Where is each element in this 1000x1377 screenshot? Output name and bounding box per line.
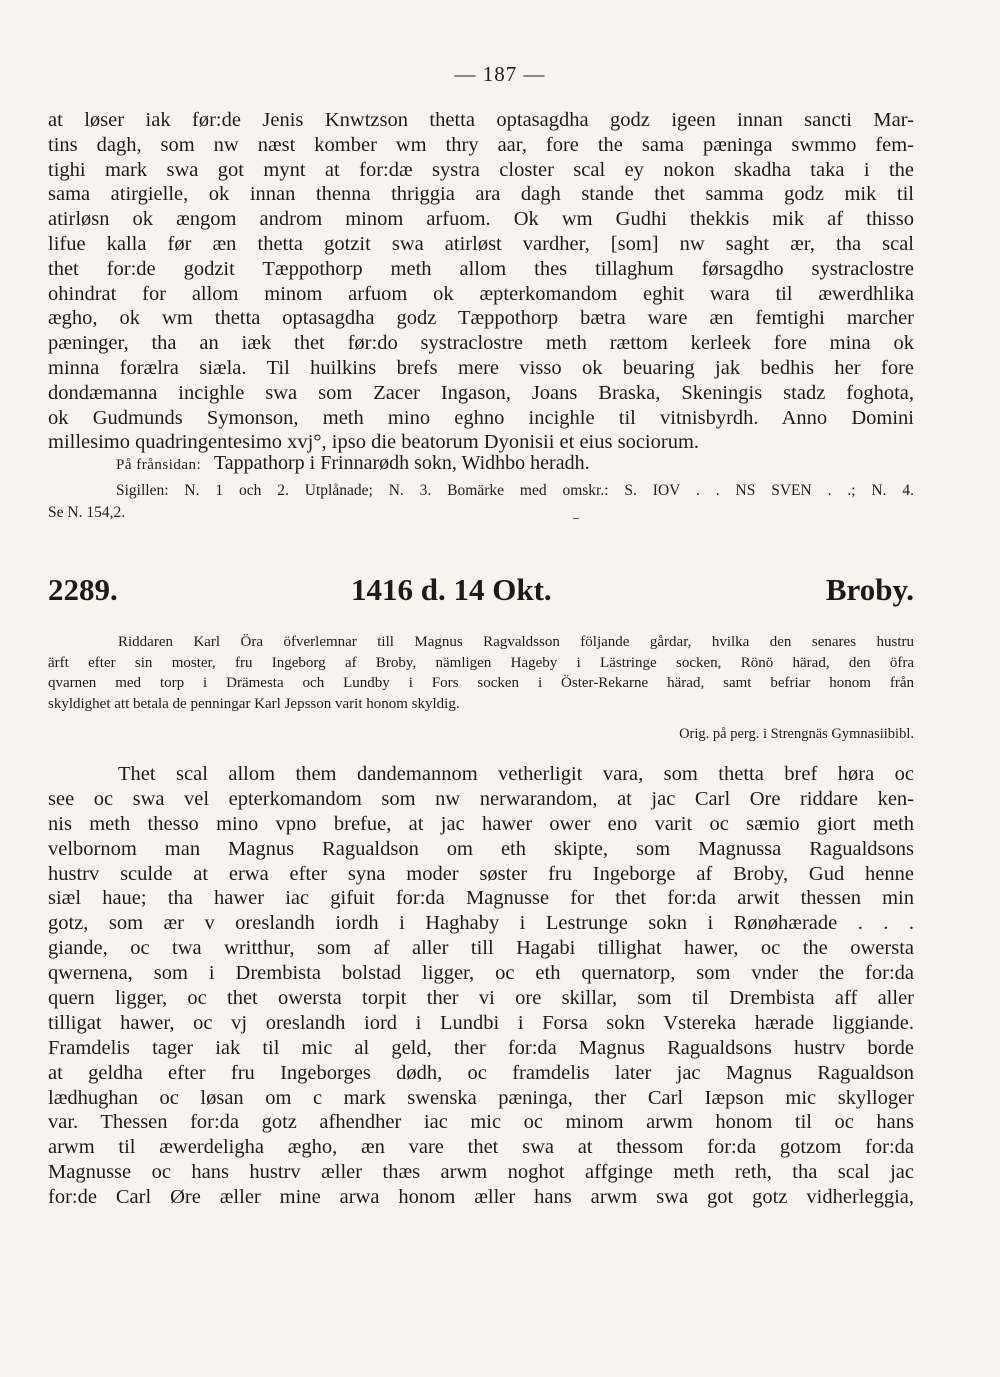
text-line: sama atirgielle, ok innan thenna thriggia ara dagh stande thet samma godz mik til — [48, 183, 914, 206]
text-line: hustrv sculde at erwa efter syna moder søster fru Ingeborge af Broby, Gud henne — [48, 862, 914, 885]
document-number: 2289. — [48, 572, 118, 607]
text-line: minna forælra siæla. Til huilkins brefs mere visso ok beuaring jak bedhis her fore — [48, 356, 914, 379]
text-line: tins dagh, som nw næst komber wm thry aar, fore the sama pæninga swmmo fem- — [48, 133, 914, 156]
text-line: var. Thessen for:da gotz afhendher iac mic oc minom arwm honom til oc hans — [48, 1111, 914, 1134]
document-heading — [48, 572, 914, 612]
summary-line: qvarnen med torp i Drämesta och Lundby i Fors socken i Öster-Rekarne härad, samt befriar honom från — [48, 675, 914, 691]
summary-line: skyldighet att betala de penningar Karl Jepsson varit honom skyldig. — [48, 695, 460, 712]
text-line: Magnusse oc hans hustrv æller thæs arwm noghot affginge meth reth, tha scal jac — [48, 1161, 914, 1184]
text-line: tighi mark swa got mynt at for:dæ systra closter scal ey nokon skadha taka i the — [48, 158, 914, 181]
text-line: giande, oc twa writthur, som af aller till Hagabi tillighat hawer, oc the owersta — [48, 937, 914, 960]
text-line: pæninger, tha an iæk thet før:do systraclostre meth rættom kerleek fore mina ok — [48, 332, 914, 355]
document-place: Broby. — [825, 572, 914, 607]
seal-note-reference: Se N. 154,2. — [48, 504, 126, 521]
text-line: Framdelis tager iak til mic al geld, ther for:da Magnus Ragualdsons hustrv borde — [48, 1036, 914, 1059]
text-line: tilligat hawer, oc vj oreslandh iord i Lundbi i Forsa sokn Vstereka hærade liggiande. — [48, 1011, 914, 1034]
text-line: siæl haue; tha hawer iac gifuit for:da Magnusse for thet for:da arwit thessen min — [48, 887, 914, 910]
text-line: dondæmanna incighle swa som Zacer Ingason, Joans Braska, Skeningis stadz foghota, — [48, 381, 914, 404]
document-date: 1416 d. 14 Okt. — [351, 572, 552, 607]
source-note — [116, 452, 590, 475]
text-line: ohindrat for allom minom arfuom ok æpterkomandom eghit wara til æwerdhlika — [48, 282, 914, 305]
text-line: gotz, som ær v oreslandh iordh i Haghaby i Lestrunge sokn i Rønøhærade . . . — [48, 912, 914, 935]
document-summary — [48, 632, 914, 714]
text-line: arwm til æwerdeligha ægho, æn vare thet swa at thessom for:da gotzom for:da — [48, 1136, 914, 1159]
text-line: at geldha efter fru Ingeborges dødh, oc framdelis later jac Magnus Ragualdson — [48, 1061, 914, 1084]
divider — [573, 518, 579, 519]
text-line: see oc swa vel epterkomandom som nw nerwarandom, at jac Carl Ore riddare ken- — [48, 787, 914, 810]
text-line: thet for:de godzit Tæppothorp meth allom thes tillaghum førsagdho systraclostre — [48, 257, 914, 280]
origin-note: Orig. på perg. i Strengnäs Gymnasiibibl. — [679, 726, 914, 742]
text-line: lædhughan oc løsan om c mark swenska pæninga, ther Carl Iæpson mic skylloger — [48, 1086, 914, 1109]
text-line: velbornom man Magnus Ragualdson om eth skipte, som Magnussa Ragualdsons — [48, 837, 914, 860]
summary-line: ärft efter sin moster, fru Ingeborg af Broby, nämligen Hageby i Lästringe socken, Rönö härad, den öfra — [48, 654, 914, 671]
text-line: for:de Carl Øre æller mine arwa honom æller hans arwm swa got gotz vidherleggia, — [48, 1186, 914, 1209]
seal-note: Sigillen: N. 1 och 2. Utplånade; N. 3. Bomärke med omskr.: S. IOV . . NS SVEN . .; N. 4. — [116, 482, 914, 499]
text-line: atirløsn ok ængom androm minom arfuom. Ok wm Gudhi thekkis mik af thisso — [48, 208, 914, 231]
text-line: qwernena, som i Drembista bolstad ligger, oc eth quernatorp, som vnder the for:da — [48, 962, 914, 985]
page-number: — 187 — — [454, 62, 546, 86]
source-text: Tappathorp i Frinnarødh sokn, Widhbo heradh. — [213, 452, 590, 474]
text-line: ok Gudmunds Symonson, meth mino eghno incighle til vitnisbyrdh. Anno Domini — [48, 406, 914, 429]
text-line: quern ligger, oc thet owersta torpit ther vi ore skillar, som til Drembista aff aller — [48, 987, 914, 1010]
paragraph-continuation — [48, 108, 914, 455]
text-line: at løser iak før:de Jenis Knwtzson thetta optasagdha godz igeen innan sancti Mar- — [48, 109, 914, 131]
text-line: lifue kalla før æn thetta gotzit swa atirløst vardher, [som] nw saght ær, tha scal — [48, 232, 914, 255]
text-line: millesimo quadringentesimo xvj°, ipso die beatorum Dyonisii et eius sociorum. — [48, 431, 700, 454]
source-label: På frånsidan: — [116, 457, 202, 473]
text-line: Thet scal allom them dandemannom vetherligit vara, som thetta bref høra oc — [118, 763, 914, 785]
document-text — [48, 762, 914, 1210]
summary-line: Riddaren Karl Öra öfverlemnar till Magnus Ragvaldsson följande gårdar, hvilka den senares hustru — [118, 634, 914, 650]
text-line: ægho, ok wm thetta optasagdha godz Tæppothorp bætra ware æn femtighi marcher — [48, 307, 914, 330]
text-line: nis meth thesso mino vpno brefue, at jac hawer ower eno varit oc sæmio giort meth — [48, 812, 914, 835]
